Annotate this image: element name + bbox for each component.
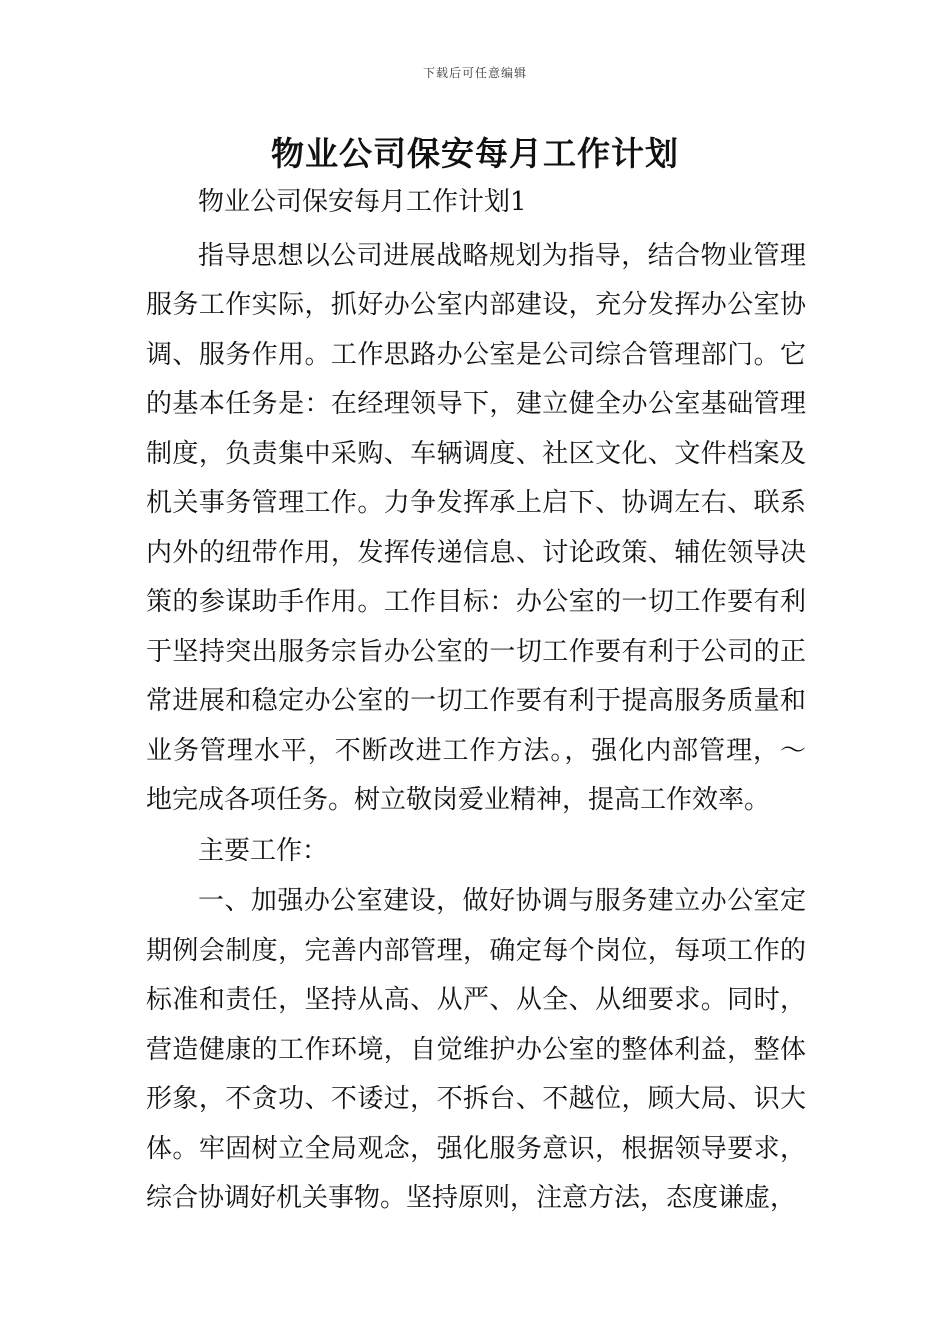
paragraph-main-work-heading: 主要工作：	[198, 835, 329, 866]
paragraph-guiding-thought: 指导思想以公司进展战略规划为指导，结合物业管理服务工作实际，抓好办公室内部建设，充分发挥办公室协调、服务作用。工作思路办公室是公司综合管理部门。它的基本任务是：在经理领导下，建立健全办公室基础管理制度，负责集中采购、车辆调度、社区文化、文件档案及机关事务管理工作。力争发挥承上启下、协调左右、联系内外的纽带作用，发挥传递信息、讨论政策、辅佐领导决策的参谋助手作用。工作目标：办公室的一切工作要有利于坚持突出服务宗旨办公室的一切工作要有利于公司的正常进展和稳定办公室的一切工作要有利于提高服务质量和业务管理水平，不断改进工作方法。，强化内部管理，～地完成各项任务。树立敬岗爱业精神，提高工作效率。	[146, 240, 806, 815]
header-note: 下载后可任意编辑	[422, 66, 527, 80]
document-body	[146, 178, 806, 1224]
document-title: 物业公司保安每月工作计划	[271, 134, 679, 173]
section-subtitle: 物业公司保安每月工作计划1	[198, 187, 527, 217]
paragraph-office-construction: 一、加强办公室建设，做好协调与服务建立办公室定期例会制度，完善内部管理，确定每个岗位，每项工作的标准和责任，坚持从高、从严、从全、从细要求。同时，营造健康的工作环境，自觉维护办公室的整体利益，整体形象，不贪功、不诿过，不拆台、不越位，顾大局、识大体。牢固树立全局观念，强化服务意识，根据领导要求，综合协调好机关事物。坚持原则，注意方法，态度谦虚，	[146, 886, 806, 1213]
